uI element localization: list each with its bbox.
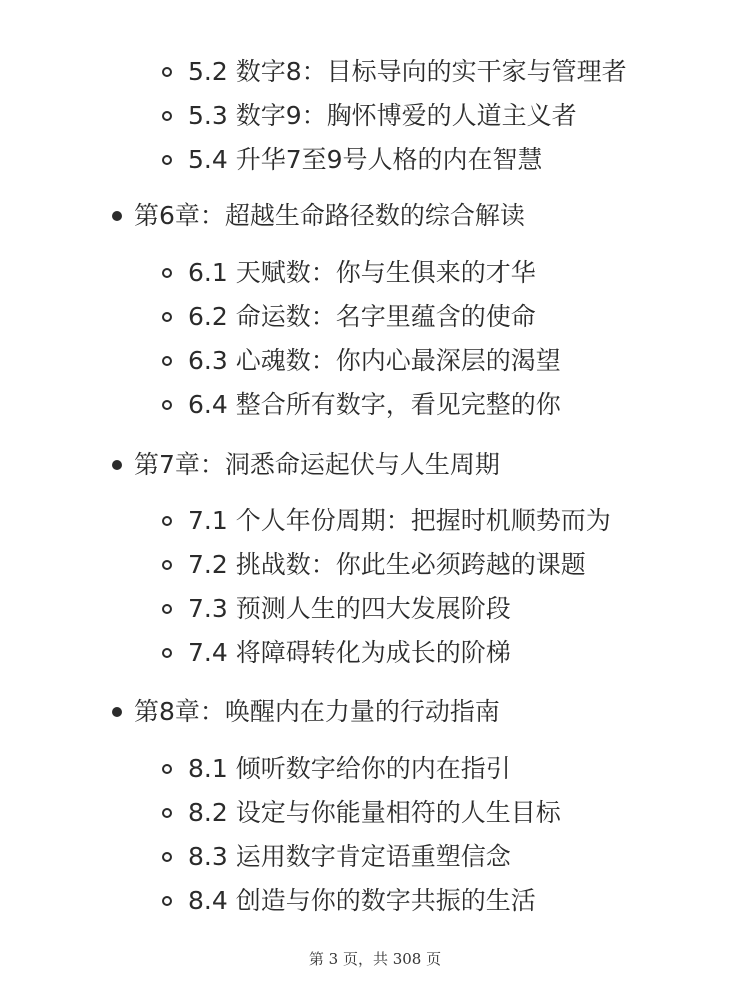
list-bullet-hollow-icon <box>162 400 172 410</box>
toc-item-7-3: 7.3 预测人生的四大发展阶段 <box>188 594 511 623</box>
toc-chapter-6: 第6章：超越生命路径数的综合解读 <box>134 201 525 230</box>
list-bullet-hollow-icon <box>162 560 172 570</box>
toc-item-6-4: 6.4 整合所有数字，看见完整的你 <box>188 390 561 419</box>
toc-item-7-2: 7.2 挑战数：你此生必须跨越的课题 <box>188 550 586 579</box>
toc-item-6-3: 6.3 心魂数：你内心最深层的渴望 <box>188 346 561 375</box>
list-bullet-filled-icon <box>112 211 122 221</box>
list-bullet-hollow-icon <box>162 852 172 862</box>
list-bullet-hollow-icon <box>162 155 172 165</box>
list-bullet-hollow-icon <box>162 268 172 278</box>
list-bullet-hollow-icon <box>162 764 172 774</box>
list-bullet-hollow-icon <box>162 648 172 658</box>
toc-item-8-1: 8.1 倾听数字给你的内在指引 <box>188 754 511 783</box>
toc-item-6-2: 6.2 命运数：名字里蕴含的使命 <box>188 302 536 331</box>
list-bullet-hollow-icon <box>162 516 172 526</box>
list-bullet-hollow-icon <box>162 356 172 366</box>
page-number-footer: 第 3 页，共 308 页 <box>308 950 442 968</box>
toc-chapter-7: 第7章：洞悉命运起伏与人生周期 <box>134 450 500 479</box>
toc-item-5-4: 5.4 升华7至9号人格的内在智慧 <box>188 145 543 174</box>
list-bullet-filled-icon <box>112 460 122 470</box>
list-bullet-hollow-icon <box>162 604 172 614</box>
toc-chapter-8: 第8章：唤醒内在力量的行动指南 <box>134 697 500 726</box>
list-bullet-hollow-icon <box>162 312 172 322</box>
toc-item-5-3: 5.3 数字9：胸怀博爱的人道主义者 <box>188 101 577 130</box>
toc-item-6-1: 6.1 天赋数：你与生俱来的才华 <box>188 258 536 287</box>
list-bullet-hollow-icon <box>162 896 172 906</box>
toc-item-8-4: 8.4 创造与你的数字共振的生活 <box>188 886 536 915</box>
toc-item-7-1: 7.1 个人年份周期：把握时机顺势而为 <box>188 506 611 535</box>
toc-item-8-2: 8.2 设定与你能量相符的人生目标 <box>188 798 561 827</box>
list-bullet-hollow-icon <box>162 67 172 77</box>
toc-item-5-2: 5.2 数字8：目标导向的实干家与管理者 <box>188 57 627 86</box>
toc-item-7-4: 7.4 将障碍转化为成长的阶梯 <box>188 638 511 667</box>
list-bullet-hollow-icon <box>162 111 172 121</box>
list-bullet-hollow-icon <box>162 808 172 818</box>
toc-item-8-3: 8.3 运用数字肯定语重塑信念 <box>188 842 511 871</box>
list-bullet-filled-icon <box>112 707 122 717</box>
